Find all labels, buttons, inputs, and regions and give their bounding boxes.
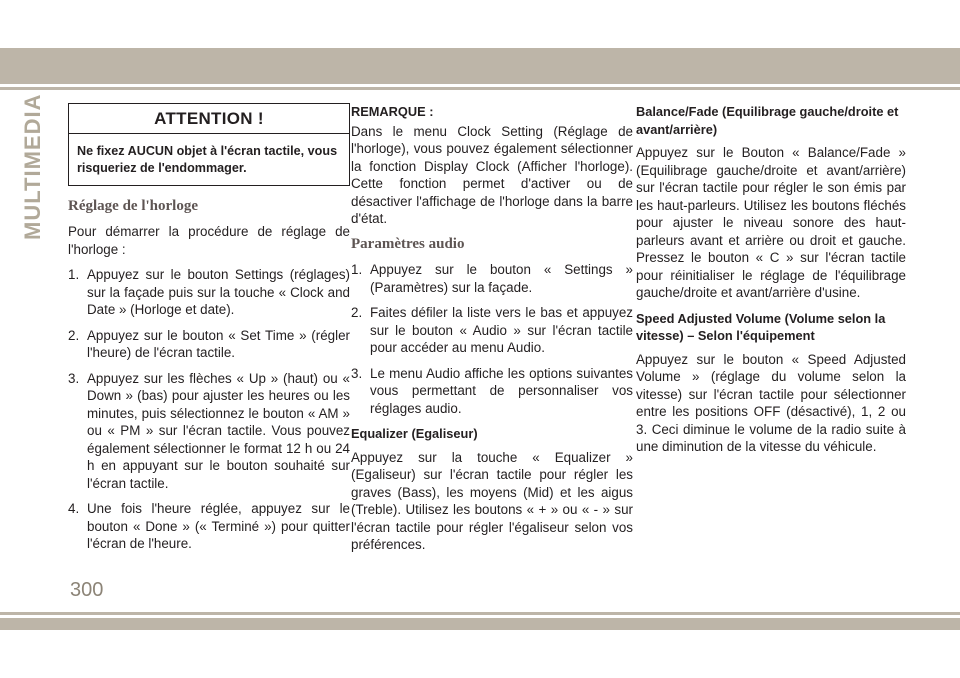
list-item — [351, 365, 633, 418]
warning-title: ATTENTION ! — [69, 104, 349, 134]
warning-box — [68, 103, 350, 186]
list-item — [351, 261, 633, 296]
column-middle — [351, 103, 633, 562]
audio-steps — [351, 261, 633, 417]
header-band — [0, 48, 960, 84]
step-number: 4. — [68, 501, 80, 516]
equalizer-title: Equalizer (Egaliseur) — [351, 426, 478, 441]
step-number: 3. — [68, 370, 80, 386]
side-label-text: MULTIMEDIA — [20, 93, 45, 240]
equalizer-body: Appuyez sur la touche « Equalizer » (Egaliseur) sur l'écran tactile pour régler les graves (Bass), les moyens (Mid) et les aigus (Treble). Utilisez les boutons « + » ou « - » sur l'écran tactile pour régler l'égaliseur selon vos préférences. — [351, 449, 633, 552]
list-item — [68, 327, 350, 362]
column-right — [636, 103, 906, 464]
remarque-body: Dans le menu Clock Setting (Réglage de l'horloge), vous pouvez également sélectionner la fonction Display Clock (Afficher l'horloge). Cette fonction permet d'activer ou de désactiver l'affichage de l'horloge dans la barre d'état. — [351, 123, 633, 226]
footer-band — [0, 618, 960, 630]
audio-heading: Paramètres audio — [351, 235, 465, 252]
step-text: Appuyez sur les flèches « Up » (haut) ou « Down » (bas) pour ajuster les heures ou les minutes, puis sélectionnez le bouton « AM » ou « PM » sur l'écran tactile. Vous pouvez également sélectionner le format 12 h ou 24 h en appuyant sur le bouton souhaité sur l'écran tactile. — [87, 370, 350, 491]
clock-steps — [68, 266, 350, 553]
header-rule — [0, 87, 960, 90]
page-number: 300 — [70, 579, 104, 601]
list-item — [68, 266, 350, 319]
list-item — [351, 304, 633, 357]
step-text: Appuyez sur le bouton « Set Time » (régler l'heure) de l'écran tactile. — [87, 327, 350, 360]
step-number: 1. — [68, 267, 80, 282]
list-item — [68, 500, 350, 553]
step-number: 2. — [351, 305, 363, 320]
step-text: Appuyez sur le bouton Settings (réglages) sur la façade puis sur la touche « Clock and Date » (Horloge et date). — [87, 267, 350, 317]
step-number: 2. — [68, 327, 80, 343]
speed-volume-body: Appuyez sur le bouton « Speed Adjusted Volume » (réglage du volume selon la vitesse) sur l'écran tactile pour sélectionner entre les positions OFF (désactivé), 1, 2 ou 3. Ceci diminue le volume de la radio suite à une diminution de la vitesse du véhicule. — [636, 351, 906, 454]
step-text: Une fois l'heure réglée, appuyez sur le bouton « Done » (« Terminé ») pour quitter l'écran de l'heure. — [87, 501, 350, 551]
warning-body: Ne fixez AUCUN objet à l'écran tactile, vous risqueriez de l'endommager. — [77, 143, 338, 175]
speed-volume-title: Speed Adjusted Volume (Volume selon la vitesse) – Selon l'équipement — [636, 310, 886, 343]
remarque-title: REMARQUE : — [351, 104, 434, 119]
step-text: Faites défiler la liste vers le bas et appuyez sur le bouton « Audio » sur l'écran tactile pour accéder au menu Audio. — [370, 305, 633, 355]
step-text: Appuyez sur le bouton « Settings » (Paramètres) sur la façade. — [370, 262, 633, 295]
balance-title: Balance/Fade (Equilibrage gauche/droite et avant/arrière) — [636, 104, 899, 137]
step-number: 1. — [351, 262, 363, 277]
balance-body: Appuyez sur le Bouton « Balance/Fade » (Equilibrage gauche/droite et avant/arrière) sur l'écran tactile pour régler le son émis par les haut-parleurs. Utilisez les boutons fléchés pour ajuster le niveau sonore des haut-parleurs avant et arrière ou droit et gauche. Pressez le bouton « C » sur l'écran tactile pour réinitialiser le réglage de l'équilibrage gauche/droite et avant/arrière d'usine. — [636, 145, 906, 300]
list-item — [68, 370, 350, 493]
footer-rule — [0, 612, 960, 615]
step-text: Le menu Audio affiche les options suivantes vous permettant de personnaliser vos réglages audio. — [370, 365, 633, 416]
clock-intro: Pour démarrer la procédure de réglage de l'horloge : — [68, 224, 350, 257]
clock-heading: Réglage de l'horloge — [68, 197, 198, 214]
column-left — [68, 103, 350, 561]
step-number: 3. — [351, 365, 363, 381]
